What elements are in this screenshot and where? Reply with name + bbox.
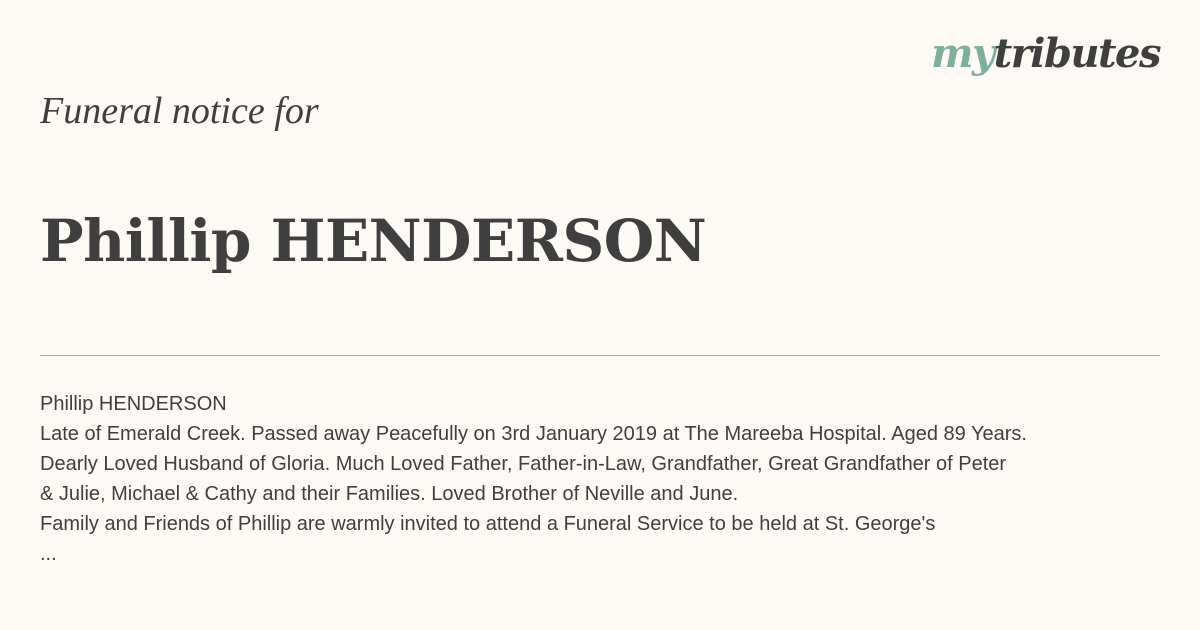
- divider: [40, 355, 1160, 356]
- notice-line: Late of Emerald Creek. Passed away Peacefully on 3rd January 2019 at The Mareeba Hospital. Aged 89 Years.: [40, 423, 1027, 445]
- logo-tributes: tributes: [993, 30, 1160, 77]
- notice-kicker: Funeral notice for: [40, 90, 319, 132]
- mytributes-logo: [931, 30, 1160, 77]
- notice-line: & Julie, Michael & Cathy and their Families. Loved Brother of Neville and June.: [40, 483, 739, 505]
- notice-line: Phillip HENDERSON: [40, 393, 227, 415]
- notice-ellipsis: ...: [40, 543, 57, 565]
- logo-my: my: [931, 30, 994, 77]
- notice-text: [40, 389, 1160, 569]
- notice-line: Family and Friends of Phillip are warmly invited to attend a Funeral Service to be held at St. George's: [40, 513, 936, 535]
- deceased-name: Phillip HENDERSON: [40, 207, 707, 275]
- notice-line: Dearly Loved Husband of Gloria. Much Loved Father, Father-in-Law, Grandfather, Great Grandfather of Peter: [40, 453, 1007, 475]
